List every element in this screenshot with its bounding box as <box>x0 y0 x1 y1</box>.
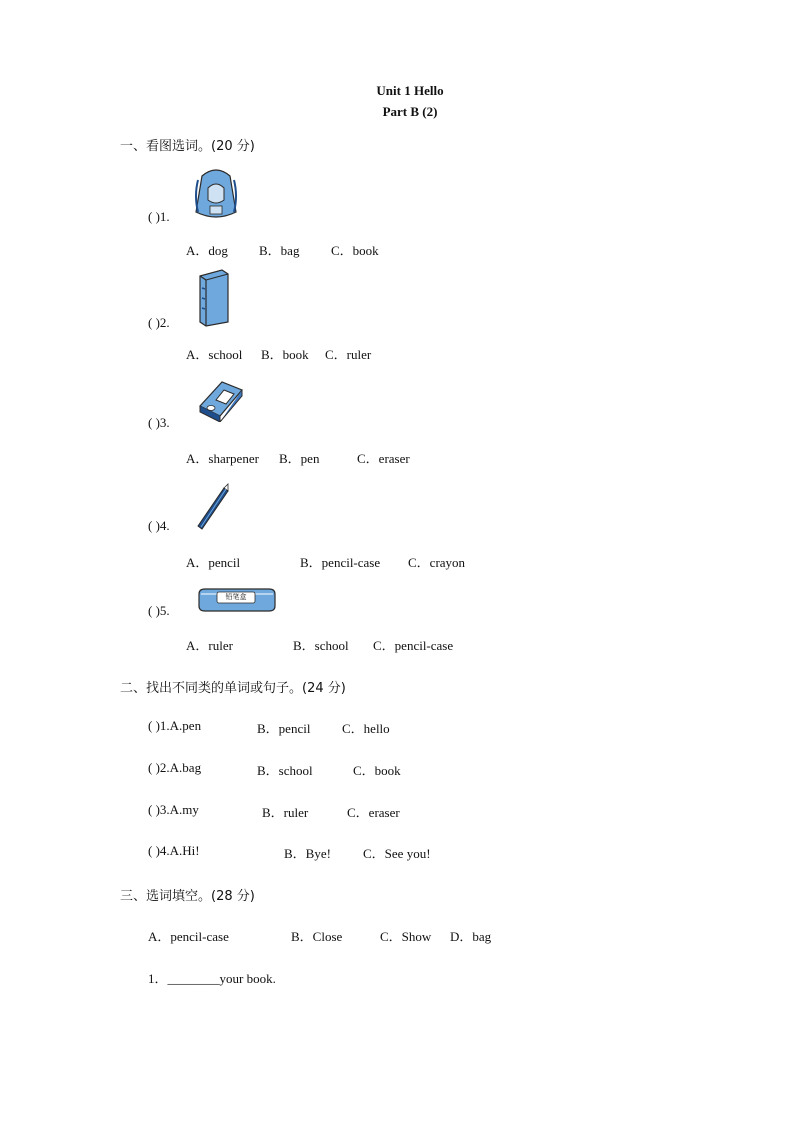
s1-q1-stem: ( )1. <box>148 209 170 224</box>
s2-q1-stem: ( )1.A.pen <box>148 718 202 733</box>
page-title: Unit 1 Hello <box>376 83 444 98</box>
s3-item-1: 1．________your book. <box>148 971 276 986</box>
s2-q3-stem: ( )3.A.my <box>148 802 199 817</box>
s2-q1-option-c: C．hello <box>342 721 390 736</box>
pencil-case-icon <box>195 586 279 614</box>
s1-q5-option-a: A．ruler <box>186 638 233 653</box>
s2-q2-stem: ( )2.A.bag <box>148 760 202 775</box>
s2-q2-option-b: B．school <box>257 763 313 778</box>
s1-q1-option-b: B．bag <box>259 243 300 258</box>
page-subtitle: Part B (2) <box>382 104 438 119</box>
s1-q4-option-b: B．pencil-case <box>300 555 381 570</box>
s2-q2-option-c: C．book <box>353 763 401 778</box>
s1-q4-option-a: A．pencil <box>186 555 241 570</box>
s3-choice-d: D．bag <box>450 929 492 944</box>
sharpener-icon <box>196 376 246 422</box>
s1-q4-stem: ( )4. <box>148 518 170 533</box>
s1-q3-option-a: A．sharpener <box>186 451 259 466</box>
s1-q3-option-b: B．pen <box>279 451 320 466</box>
s1-q1-option-a: A．dog <box>186 243 228 258</box>
s2-q4-option-c: C．See you! <box>363 846 431 861</box>
s1-q1-option-c: C．book <box>331 243 379 258</box>
s1-q2-option-b: B．book <box>261 347 309 362</box>
s1-q5-stem: ( )5. <box>148 603 170 618</box>
pencil-case-label: 铅笔盒 <box>225 593 247 601</box>
section1-heading: 一、看图选词。(20 分) <box>120 139 255 154</box>
s2-q4-option-b: B．Bye! <box>284 846 331 861</box>
s1-q2-option-c: C．ruler <box>325 347 372 362</box>
s3-choice-b: B．Close <box>291 929 343 944</box>
s3-choice-c: C．Show <box>380 929 432 944</box>
s3-choice-a: A．pencil-case <box>148 929 229 944</box>
s2-q3-option-c: C．eraser <box>347 805 400 820</box>
s1-q5-option-b: B．school <box>293 638 349 653</box>
section3-heading: 三、选词填空。(28 分) <box>120 889 255 904</box>
backpack-icon <box>192 166 240 220</box>
pencil-icon <box>194 482 232 530</box>
s1-q3-stem: ( )3. <box>148 415 170 430</box>
s1-q5-option-c: C．pencil-case <box>373 638 454 653</box>
s1-q2-option-a: A．school <box>186 347 243 362</box>
s2-q3-option-b: B．ruler <box>262 805 309 820</box>
s2-q4-stem: ( )4.A.Hi! <box>148 843 200 858</box>
s1-q3-option-c: C．eraser <box>357 451 410 466</box>
book-icon <box>196 268 232 328</box>
s1-q2-stem: ( )2. <box>148 315 170 330</box>
s1-q4-option-c: C．crayon <box>408 555 466 570</box>
section2-heading: 二、找出不同类的单词或句子。(24 分) <box>120 681 346 696</box>
s2-q1-option-b: B．pencil <box>257 721 311 736</box>
